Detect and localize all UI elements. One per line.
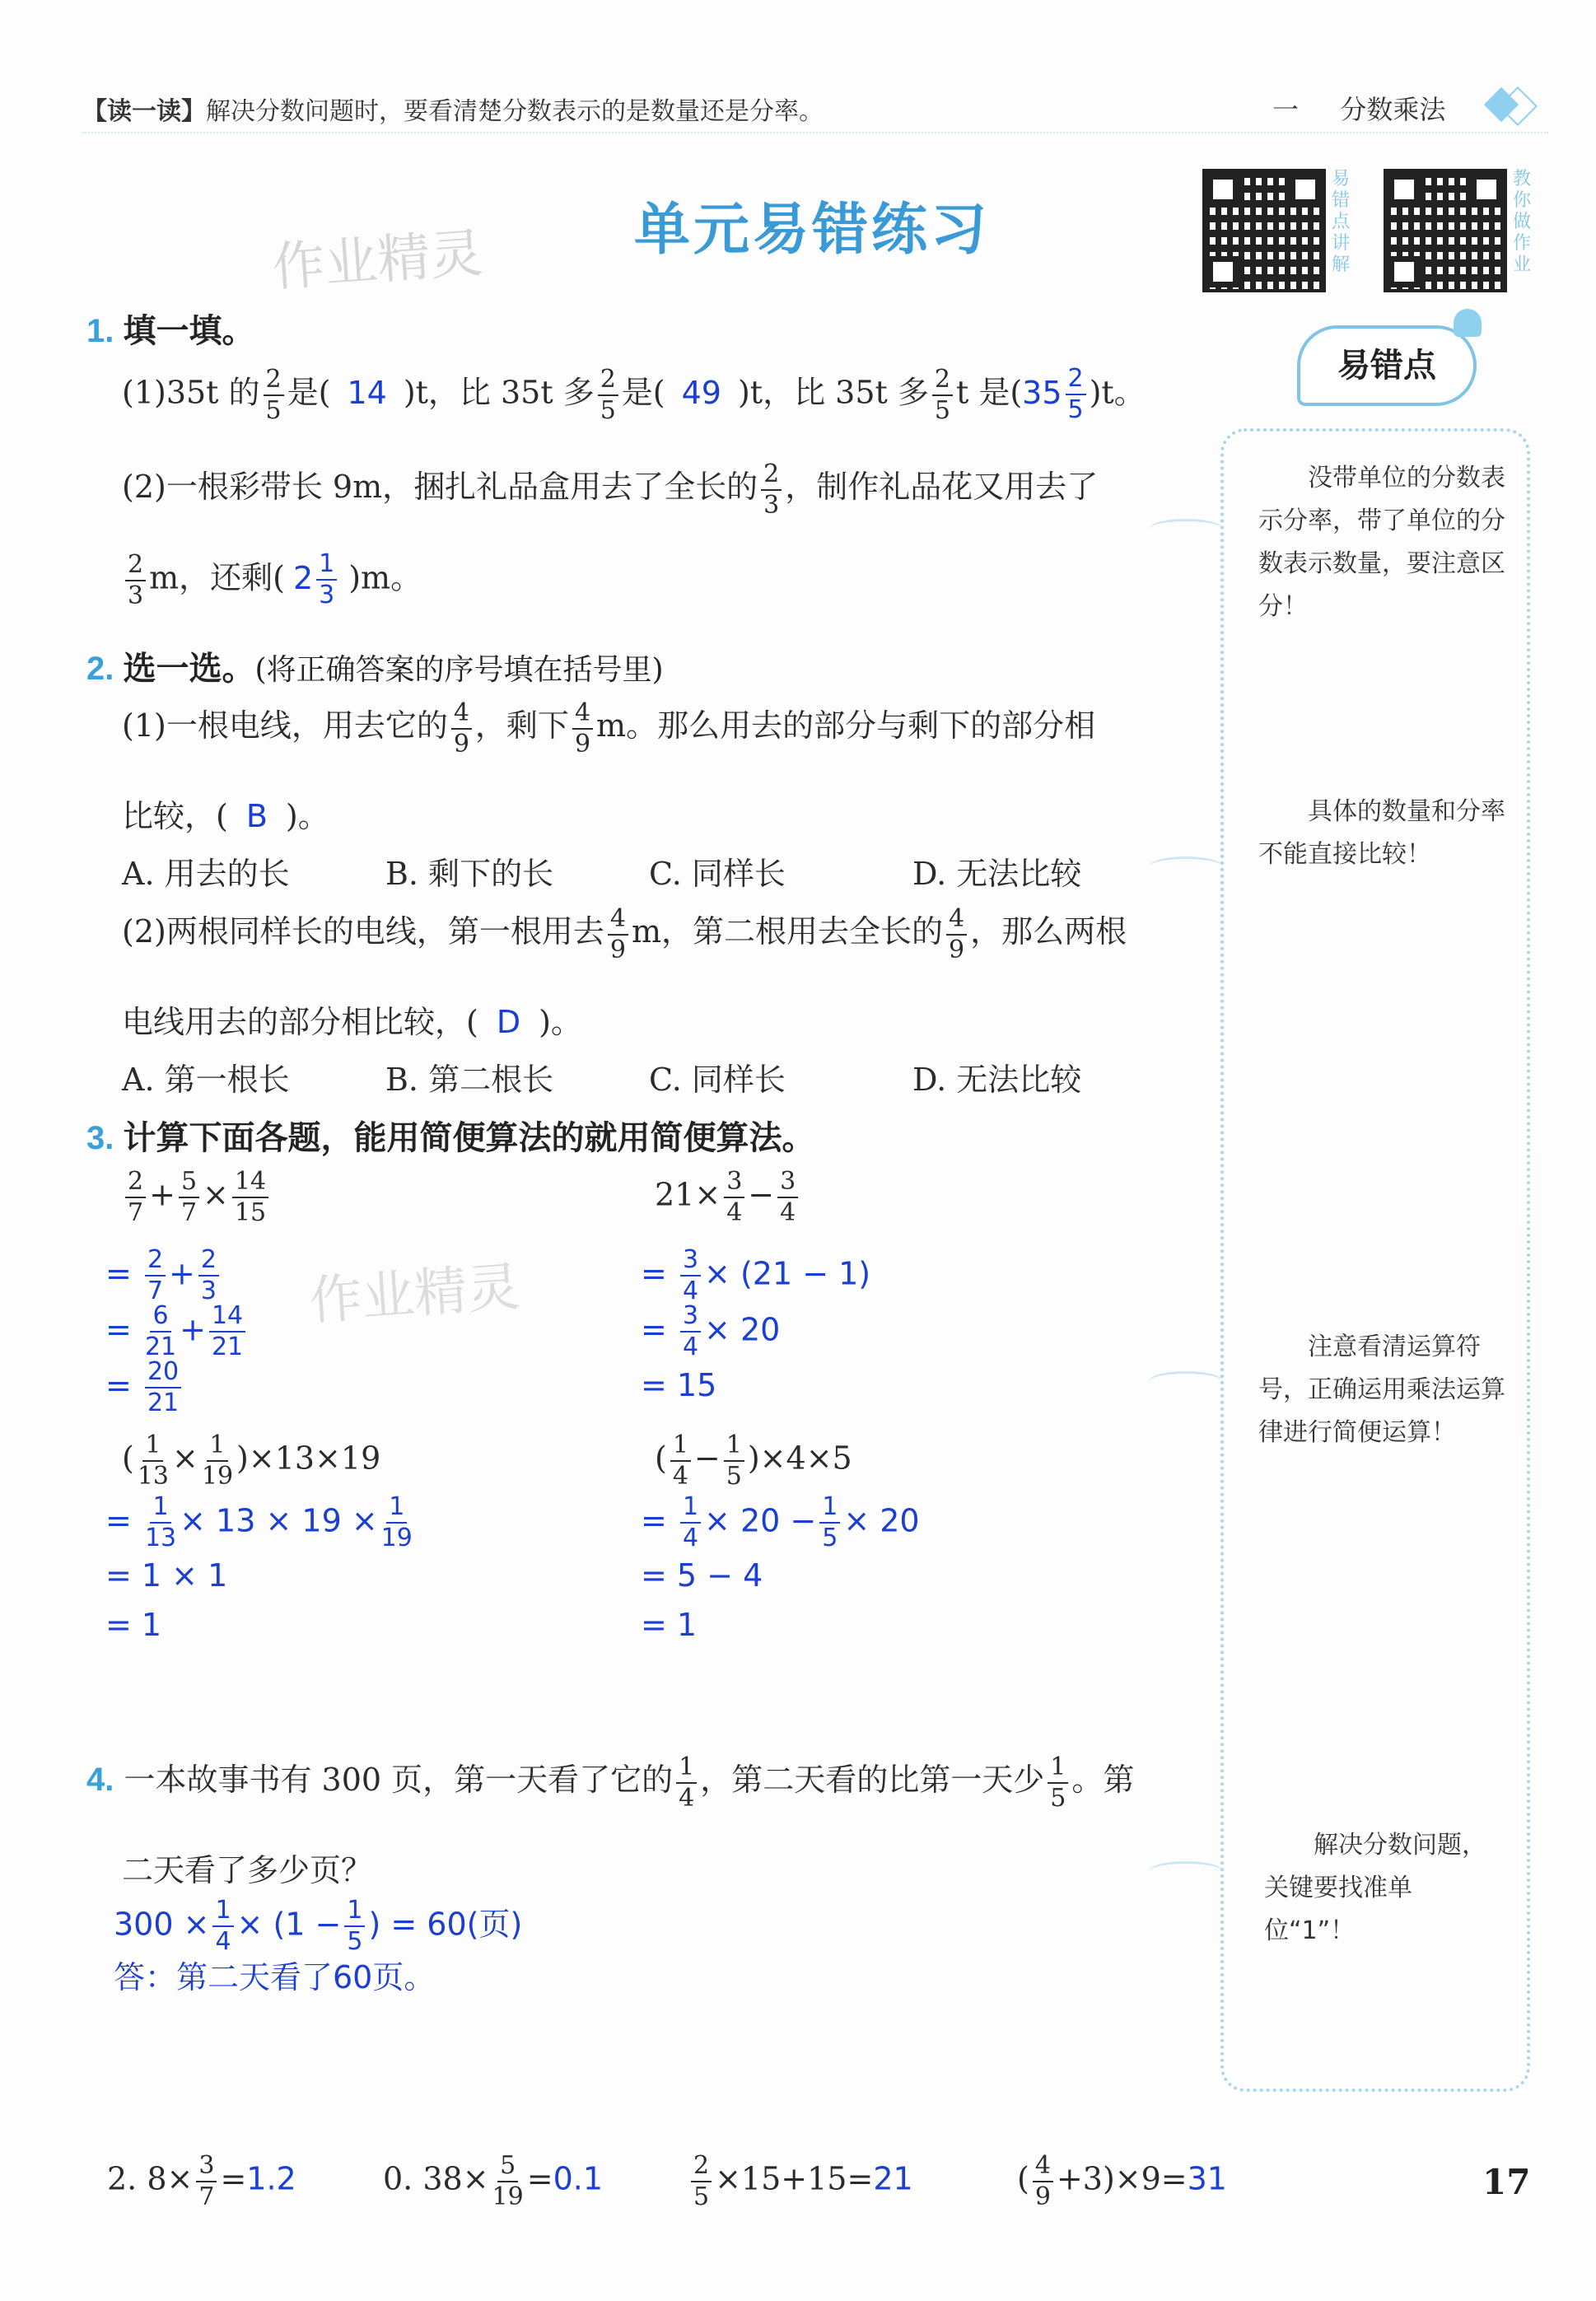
e2-f1 bbox=[724, 1169, 744, 1225]
q2p1-frac2-den: 9 bbox=[574, 729, 591, 758]
e2s2-eq: = bbox=[641, 1311, 667, 1348]
b4-text-a: ( bbox=[1017, 2160, 1029, 2197]
b1-frac-den: 7 bbox=[198, 2182, 215, 2211]
q3-expr3 bbox=[122, 1433, 380, 1489]
e1s1-f2-den: 3 bbox=[200, 1277, 217, 1305]
q2-part2-options bbox=[122, 1054, 1160, 1098]
q1p2-answer-num: 1 bbox=[316, 552, 337, 581]
e4-f2-num: 1 bbox=[724, 1433, 744, 1462]
q2p1-option-a[interactable]: A. 用去的长 bbox=[122, 856, 290, 892]
e3s1-f2 bbox=[380, 1492, 413, 1552]
q1-part2-line1 bbox=[122, 461, 1098, 518]
b3-answer[interactable]: 21 bbox=[873, 2160, 913, 2197]
q4-line2: 二天看了多少页？ bbox=[122, 1852, 373, 1888]
q4-text-a: 一本故事书有 300 页，第一天看了它的 bbox=[124, 1762, 674, 1798]
q4-frac2-den: 5 bbox=[1050, 1783, 1066, 1813]
b1-answer[interactable]: 1.2 bbox=[246, 2160, 296, 2197]
q4w-frac1-den: 4 bbox=[215, 1927, 231, 1956]
e2s2-f1-den: 4 bbox=[682, 1333, 699, 1361]
e3s1-f1-den: 13 bbox=[144, 1524, 177, 1552]
q4-frac1-num: 1 bbox=[676, 1755, 697, 1784]
e1s2-f2 bbox=[209, 1301, 245, 1361]
e3-op: × bbox=[172, 1440, 198, 1477]
bottom-item-1 bbox=[107, 2151, 296, 2211]
e3s1-f2-den: 19 bbox=[380, 1524, 413, 1552]
badge-label: 易错点 bbox=[1337, 348, 1436, 384]
q4w-frac2 bbox=[344, 1898, 365, 1954]
q1p1-text-c: )t，比 35t 多 bbox=[403, 374, 595, 411]
e1-step1 bbox=[105, 1245, 249, 1305]
b4-frac-den: 9 bbox=[1034, 2182, 1051, 2211]
q1p1-answer1[interactable]: 14 bbox=[347, 374, 387, 411]
e1s3-f1-den: 21 bbox=[147, 1389, 180, 1417]
e1s2-f1-num: 6 bbox=[150, 1304, 170, 1333]
q2p1-frac1 bbox=[451, 698, 472, 758]
e2-f2 bbox=[777, 1169, 798, 1225]
e4s1-f1-den: 4 bbox=[682, 1524, 699, 1552]
e3s1-f1-num: 1 bbox=[150, 1495, 170, 1524]
q1p1-answer2[interactable]: 49 bbox=[681, 374, 721, 411]
e4s1-f2-den: 5 bbox=[822, 1524, 838, 1552]
e2-f1-den: 4 bbox=[726, 1198, 743, 1227]
e1s2-op: + bbox=[180, 1311, 206, 1348]
qr-code-explain[interactable] bbox=[1202, 169, 1326, 292]
q3-title: 计算下面各题，能用简便算法的就用简便算法。 bbox=[123, 1120, 815, 1156]
e3-lp: ( bbox=[122, 1440, 134, 1477]
b2-text-a: 0. 38× bbox=[383, 2160, 489, 2197]
q1p1-frac1-den: 5 bbox=[265, 396, 282, 425]
q1-title: 填一填。 bbox=[123, 313, 255, 349]
q4-number: 4. bbox=[86, 1762, 114, 1798]
connector-4 bbox=[1149, 1861, 1223, 1882]
q4-line1 bbox=[86, 1754, 1134, 1811]
e3s1-eq: = bbox=[105, 1502, 132, 1539]
q1-part2-line2 bbox=[122, 549, 422, 610]
q1p1-answer3-frac bbox=[1066, 366, 1086, 422]
q3-work3 bbox=[105, 1492, 416, 1650]
e4s1-f2 bbox=[819, 1492, 840, 1552]
q4w-frac2-num: 1 bbox=[344, 1898, 365, 1927]
q2p1-text-c: m。那么用去的部分与剩下的部分相 bbox=[596, 707, 1096, 744]
e3-rest: )×13×19 bbox=[236, 1440, 381, 1477]
q1p1-text-a: (1)35t 的 bbox=[122, 374, 260, 411]
e2-f2-den: 4 bbox=[780, 1198, 796, 1227]
e1s3-f1 bbox=[145, 1357, 181, 1417]
q1p2-answer-frac bbox=[316, 549, 337, 609]
e2s1-f1-den: 4 bbox=[682, 1277, 699, 1305]
bottom-item-2 bbox=[383, 2151, 603, 2211]
e1s1-eq: = bbox=[105, 1255, 132, 1292]
q1p2-frac2-num: 2 bbox=[125, 553, 146, 581]
q1-number: 1. bbox=[86, 313, 114, 349]
q1p1-text-h: )t。 bbox=[1089, 374, 1146, 411]
q4-frac2 bbox=[1048, 1752, 1068, 1813]
e1-step3 bbox=[105, 1357, 249, 1417]
q4w-text-c: ) = 60(页) bbox=[368, 1906, 523, 1943]
q1p1-frac2 bbox=[598, 367, 618, 423]
q3-work4 bbox=[641, 1492, 920, 1650]
header-rule bbox=[82, 132, 1548, 133]
q1-part1 bbox=[122, 366, 1146, 423]
q2p2-text-b: m，第二根用去全长的 bbox=[631, 913, 943, 950]
e4-f1 bbox=[670, 1433, 691, 1489]
e2-text-a: 21× bbox=[655, 1176, 721, 1213]
e1s2-f1 bbox=[144, 1301, 177, 1361]
b4-answer[interactable]: 31 bbox=[1187, 2160, 1227, 2197]
e3s1-f2-num: 1 bbox=[386, 1495, 407, 1524]
e1s1-f1-den: 7 bbox=[147, 1277, 164, 1305]
e4-step3: = 1 bbox=[641, 1607, 698, 1643]
e3-f2 bbox=[202, 1433, 233, 1489]
q2-part1-line1 bbox=[122, 700, 1095, 757]
q1-heading bbox=[86, 305, 254, 352]
q2p2-frac2 bbox=[946, 903, 967, 964]
q2p1-answer[interactable]: B bbox=[245, 798, 268, 834]
b3-text-b: ×15+15= bbox=[715, 2160, 874, 2197]
e1-f3-num: 14 bbox=[232, 1169, 268, 1198]
q2p2-text-d: 电线用去的部分相比较，( bbox=[122, 1004, 478, 1040]
e4-op: − bbox=[693, 1440, 721, 1477]
q1p1-frac3-den: 5 bbox=[934, 396, 950, 425]
e4-f1-den: 4 bbox=[672, 1462, 688, 1491]
b3-frac-den: 5 bbox=[693, 2182, 710, 2211]
q1p2-frac1 bbox=[761, 459, 782, 520]
e3-step1 bbox=[105, 1492, 416, 1552]
e4-f2-den: 5 bbox=[726, 1462, 742, 1491]
watermark: 作业精灵 bbox=[270, 223, 485, 299]
e1-f3-den: 15 bbox=[234, 1198, 267, 1227]
q4w-frac1-num: 1 bbox=[212, 1898, 233, 1927]
e2-op: − bbox=[748, 1176, 775, 1213]
e3-f1-den: 13 bbox=[137, 1462, 170, 1491]
unit-label bbox=[1272, 89, 1445, 127]
e1-f2 bbox=[179, 1169, 199, 1225]
q2p2-text-a: (2)两根同样长的电线，第一根用去 bbox=[122, 913, 604, 950]
q3-heading bbox=[86, 1112, 814, 1159]
e1s3-f1-num: 20 bbox=[145, 1360, 181, 1389]
header-tip bbox=[82, 91, 824, 127]
q2p1-text-b: ，剩下 bbox=[474, 707, 569, 744]
b2-frac bbox=[492, 2151, 524, 2211]
q2-heading bbox=[86, 642, 664, 689]
q2p1-text-a: (1)一根电线，用去它的 bbox=[122, 707, 448, 744]
e1s1-f1-num: 2 bbox=[145, 1248, 166, 1277]
qr-label-homework: 教你做作业 bbox=[1512, 169, 1531, 275]
e3-step3: = 1 bbox=[105, 1607, 162, 1643]
q2-hint: (将正确答案的序号填在括号里) bbox=[254, 653, 664, 687]
q2p1-text-e: )。 bbox=[285, 798, 329, 834]
q1p1-frac1 bbox=[264, 367, 284, 423]
e4s1-f1 bbox=[680, 1492, 701, 1552]
q1p1-frac1-num: 2 bbox=[264, 367, 284, 396]
e2s2-f1-num: 3 bbox=[680, 1304, 701, 1333]
bottom-item-3 bbox=[688, 2151, 913, 2211]
q2-part1-options bbox=[122, 848, 1160, 892]
e2-f1-num: 3 bbox=[724, 1169, 744, 1198]
e1-f1 bbox=[125, 1169, 146, 1225]
q3-expr1 bbox=[122, 1169, 272, 1225]
b2-frac-num: 5 bbox=[497, 2154, 518, 2182]
e2s1-f1-num: 3 bbox=[680, 1248, 701, 1277]
q1p1-answer3[interactable] bbox=[1022, 364, 1089, 424]
e4-rest: )×4×5 bbox=[747, 1440, 852, 1477]
e1-op2: × bbox=[203, 1176, 229, 1213]
e1-f1-num: 2 bbox=[125, 1169, 146, 1198]
e2s1-rest: × (21 − 1) bbox=[704, 1255, 871, 1292]
e1s3-eq: = bbox=[105, 1367, 132, 1404]
connector-3 bbox=[1149, 1371, 1223, 1392]
e1-f2-num: 5 bbox=[179, 1169, 199, 1198]
q2p2-frac1-num: 4 bbox=[608, 907, 628, 936]
q2p2-text-e: )。 bbox=[539, 1004, 582, 1040]
qr-code-homework[interactable] bbox=[1384, 169, 1507, 292]
e1-f3 bbox=[232, 1169, 268, 1225]
qr-label-explain: 易错点讲解 bbox=[1331, 169, 1350, 275]
b2-frac-den: 19 bbox=[492, 2182, 524, 2211]
q2p2-frac1 bbox=[608, 903, 628, 964]
q1p1-frac2-den: 5 bbox=[600, 396, 616, 425]
q2p1-frac1-den: 9 bbox=[453, 729, 469, 758]
q1p1-frac3-num: 2 bbox=[932, 367, 953, 396]
q2p2-option-d[interactable]: D. 无法比较 bbox=[912, 1062, 1082, 1098]
q1p2-frac2-den: 3 bbox=[128, 581, 144, 610]
e1s2-f2-num: 14 bbox=[209, 1304, 245, 1333]
q1p2-answer-whole: 2 bbox=[292, 559, 314, 596]
q2p2-frac2-num: 4 bbox=[946, 907, 967, 936]
q2-part2-line1 bbox=[122, 903, 1127, 964]
q1p1-text-g: t 是( bbox=[955, 374, 1023, 411]
e3-step2: = 1 × 1 bbox=[105, 1557, 228, 1594]
connector-2 bbox=[1149, 856, 1223, 877]
q1p1-answer3-num: 2 bbox=[1066, 366, 1086, 395]
e3-f1 bbox=[138, 1433, 169, 1489]
e2-step1 bbox=[641, 1245, 871, 1305]
q2p1-option-d[interactable]: D. 无法比较 bbox=[912, 856, 1082, 892]
tip-1: 没带单位的分数表示分率，带了单位的分数表示数量，要注意区分！ bbox=[1258, 464, 1505, 621]
q2p1-frac1-num: 4 bbox=[451, 701, 472, 730]
b4-text-b: +3)×9= bbox=[1056, 2160, 1188, 2197]
e2s2-rest: × 20 bbox=[704, 1311, 781, 1348]
b1-frac-num: 3 bbox=[196, 2154, 217, 2182]
unit-number: 一 bbox=[1272, 94, 1300, 125]
b1-text-b: = bbox=[220, 2160, 247, 2197]
e1s1-f1 bbox=[145, 1245, 166, 1305]
e2s1-eq: = bbox=[641, 1255, 667, 1292]
e1-f2-den: 7 bbox=[180, 1198, 198, 1227]
e4-step1 bbox=[641, 1492, 920, 1552]
e1-op1: + bbox=[149, 1176, 175, 1213]
q4-answer: 答：第二天看了60页。 bbox=[114, 1959, 436, 1995]
unit-title: 分数乘法 bbox=[1340, 94, 1446, 125]
q3-expr4 bbox=[655, 1433, 852, 1489]
header-tag: 【读一读】 bbox=[82, 97, 206, 126]
e1s2-eq: = bbox=[105, 1311, 132, 1348]
q1p2-text-a: (2)一根彩带长 9m，捆扎礼品盒用去了全长的 bbox=[122, 469, 758, 505]
watermark-2: 作业精灵 bbox=[307, 1257, 522, 1333]
q2-number: 2. bbox=[86, 651, 114, 687]
q2p2-option-a[interactable]: A. 第一根长 bbox=[122, 1062, 290, 1098]
q1p2-text-b: ，制作礼品花又用去了 bbox=[785, 469, 1099, 505]
page-number: 17 bbox=[1482, 2162, 1531, 2202]
b3-frac-num: 2 bbox=[691, 2154, 712, 2182]
e3s1-mid: × 13 × 19 × bbox=[180, 1502, 378, 1539]
e3-f2-num: 1 bbox=[207, 1433, 227, 1462]
q4-text-b: ，第二天看的比第一天少 bbox=[700, 1762, 1045, 1798]
q1p2-answer-den: 3 bbox=[319, 581, 335, 609]
q4-text-c: 。第 bbox=[1071, 1762, 1135, 1798]
q3-work1 bbox=[105, 1245, 249, 1417]
tip-3: 注意看清运算符号，正确运用乘法运算律进行简便运算！ bbox=[1258, 1333, 1505, 1447]
q4-work bbox=[114, 1898, 522, 1954]
q2p1-option-c[interactable]: C. 同样长 bbox=[649, 856, 786, 892]
q1p1-frac2-num: 2 bbox=[598, 367, 618, 396]
b4-frac-num: 4 bbox=[1033, 2154, 1053, 2182]
mistake-badge bbox=[1297, 325, 1477, 406]
q4-frac1 bbox=[676, 1752, 697, 1813]
b1-frac bbox=[196, 2151, 217, 2211]
e1s1-f2-num: 2 bbox=[198, 1248, 219, 1277]
e3-f1-num: 1 bbox=[142, 1433, 163, 1462]
q1p1-text-d: 是( bbox=[621, 374, 665, 411]
q1p2-frac2 bbox=[125, 550, 146, 610]
q2p1-frac2-num: 4 bbox=[572, 701, 593, 730]
q1p2-answer[interactable] bbox=[285, 549, 348, 609]
q2p2-option-b[interactable]: B. 第二根长 bbox=[385, 1062, 554, 1098]
q4-frac2-num: 1 bbox=[1048, 1755, 1068, 1784]
e4-f2 bbox=[724, 1433, 744, 1489]
e3s1-f1 bbox=[144, 1492, 177, 1552]
page-title: 单元易错练习 bbox=[634, 198, 991, 261]
q2-title: 选一选。 bbox=[123, 651, 255, 687]
e3-f2-den: 19 bbox=[201, 1462, 234, 1491]
bell-icon bbox=[1454, 309, 1482, 337]
b2-text-b: = bbox=[526, 2160, 553, 2197]
q1p1-text-b: 是( bbox=[287, 374, 331, 411]
e2s2-f1 bbox=[680, 1301, 701, 1361]
e4s1-f1-num: 1 bbox=[680, 1495, 701, 1524]
q3-number: 3. bbox=[86, 1120, 114, 1156]
tip-2: 具体的数量和分率不能直接比较！ bbox=[1258, 797, 1505, 869]
e4s1-f2-num: 1 bbox=[819, 1495, 840, 1524]
q2p1-option-b[interactable]: B. 剩下的长 bbox=[385, 856, 554, 892]
q1p1-frac3 bbox=[932, 367, 953, 423]
connector-1 bbox=[1149, 519, 1223, 539]
e1s1-f2 bbox=[198, 1245, 219, 1305]
b4-frac bbox=[1033, 2151, 1053, 2211]
e4s1-end: × 20 bbox=[843, 1502, 920, 1539]
q2p2-answer[interactable]: D bbox=[496, 1004, 521, 1040]
b2-answer[interactable]: 0.1 bbox=[553, 2160, 603, 2197]
e1s1-op: + bbox=[169, 1255, 195, 1292]
e1s2-f2-den: 21 bbox=[211, 1333, 244, 1361]
q1p2-frac1-num: 2 bbox=[761, 462, 782, 491]
header-tip-text: 解决分数问题时，要看清楚分数表示的是数量还是分率。 bbox=[206, 97, 824, 126]
e2-step2 bbox=[641, 1301, 870, 1361]
q2p2-text-c: ，那么两根 bbox=[970, 913, 1127, 950]
e2-f2-num: 3 bbox=[777, 1169, 798, 1198]
e4-f1-num: 1 bbox=[670, 1433, 691, 1462]
tip-4: 解决分数问题，关键要找准单位“1”！ bbox=[1264, 1831, 1486, 1945]
b1-text-a: 2. 8× bbox=[107, 2160, 194, 2197]
q1p2-frac1-den: 3 bbox=[763, 490, 780, 520]
e4-lp: ( bbox=[655, 1440, 667, 1477]
e4-step2: = 5 − 4 bbox=[641, 1557, 763, 1594]
q2p2-frac2-den: 9 bbox=[948, 935, 965, 964]
e4s1-eq: = bbox=[641, 1502, 667, 1539]
q1p2-text-c: m，还剩( bbox=[149, 559, 285, 596]
b3-frac bbox=[691, 2151, 712, 2211]
e1-f1-den: 7 bbox=[128, 1198, 144, 1227]
q1p1-text-e: )t，比 35t 多 bbox=[737, 374, 929, 411]
bottom-item-4 bbox=[1017, 2151, 1227, 2211]
q3-expr2 bbox=[655, 1169, 801, 1225]
q2-part2-line2 bbox=[122, 996, 582, 1042]
e1s2-f1-den: 21 bbox=[144, 1333, 177, 1361]
q2p1-text-d: 比较，( bbox=[122, 798, 228, 834]
q1p1-answer3-den: 5 bbox=[1067, 395, 1084, 424]
q2p2-frac1-den: 9 bbox=[609, 935, 626, 964]
q3-work2 bbox=[641, 1245, 871, 1411]
e2s1-f1 bbox=[680, 1245, 701, 1305]
q1p1-answer3-whole: 35 bbox=[1022, 374, 1062, 411]
q4w-text-a: 300 × bbox=[114, 1906, 210, 1943]
q2p1-frac2 bbox=[572, 698, 593, 758]
e1-step2 bbox=[105, 1301, 249, 1361]
q4w-frac1 bbox=[212, 1898, 233, 1954]
e2-step3: = 15 bbox=[641, 1367, 717, 1403]
q1p2-text-d: )m。 bbox=[348, 559, 422, 596]
q2-part1-line2 bbox=[122, 791, 329, 836]
e4s1-mid: × 20 − bbox=[704, 1502, 817, 1539]
q2p2-option-c[interactable]: C. 同样长 bbox=[649, 1062, 786, 1098]
q4w-frac2-den: 5 bbox=[347, 1927, 363, 1956]
q4w-text-b: × (1 − bbox=[236, 1906, 342, 1943]
q4-frac1-den: 4 bbox=[679, 1783, 695, 1813]
